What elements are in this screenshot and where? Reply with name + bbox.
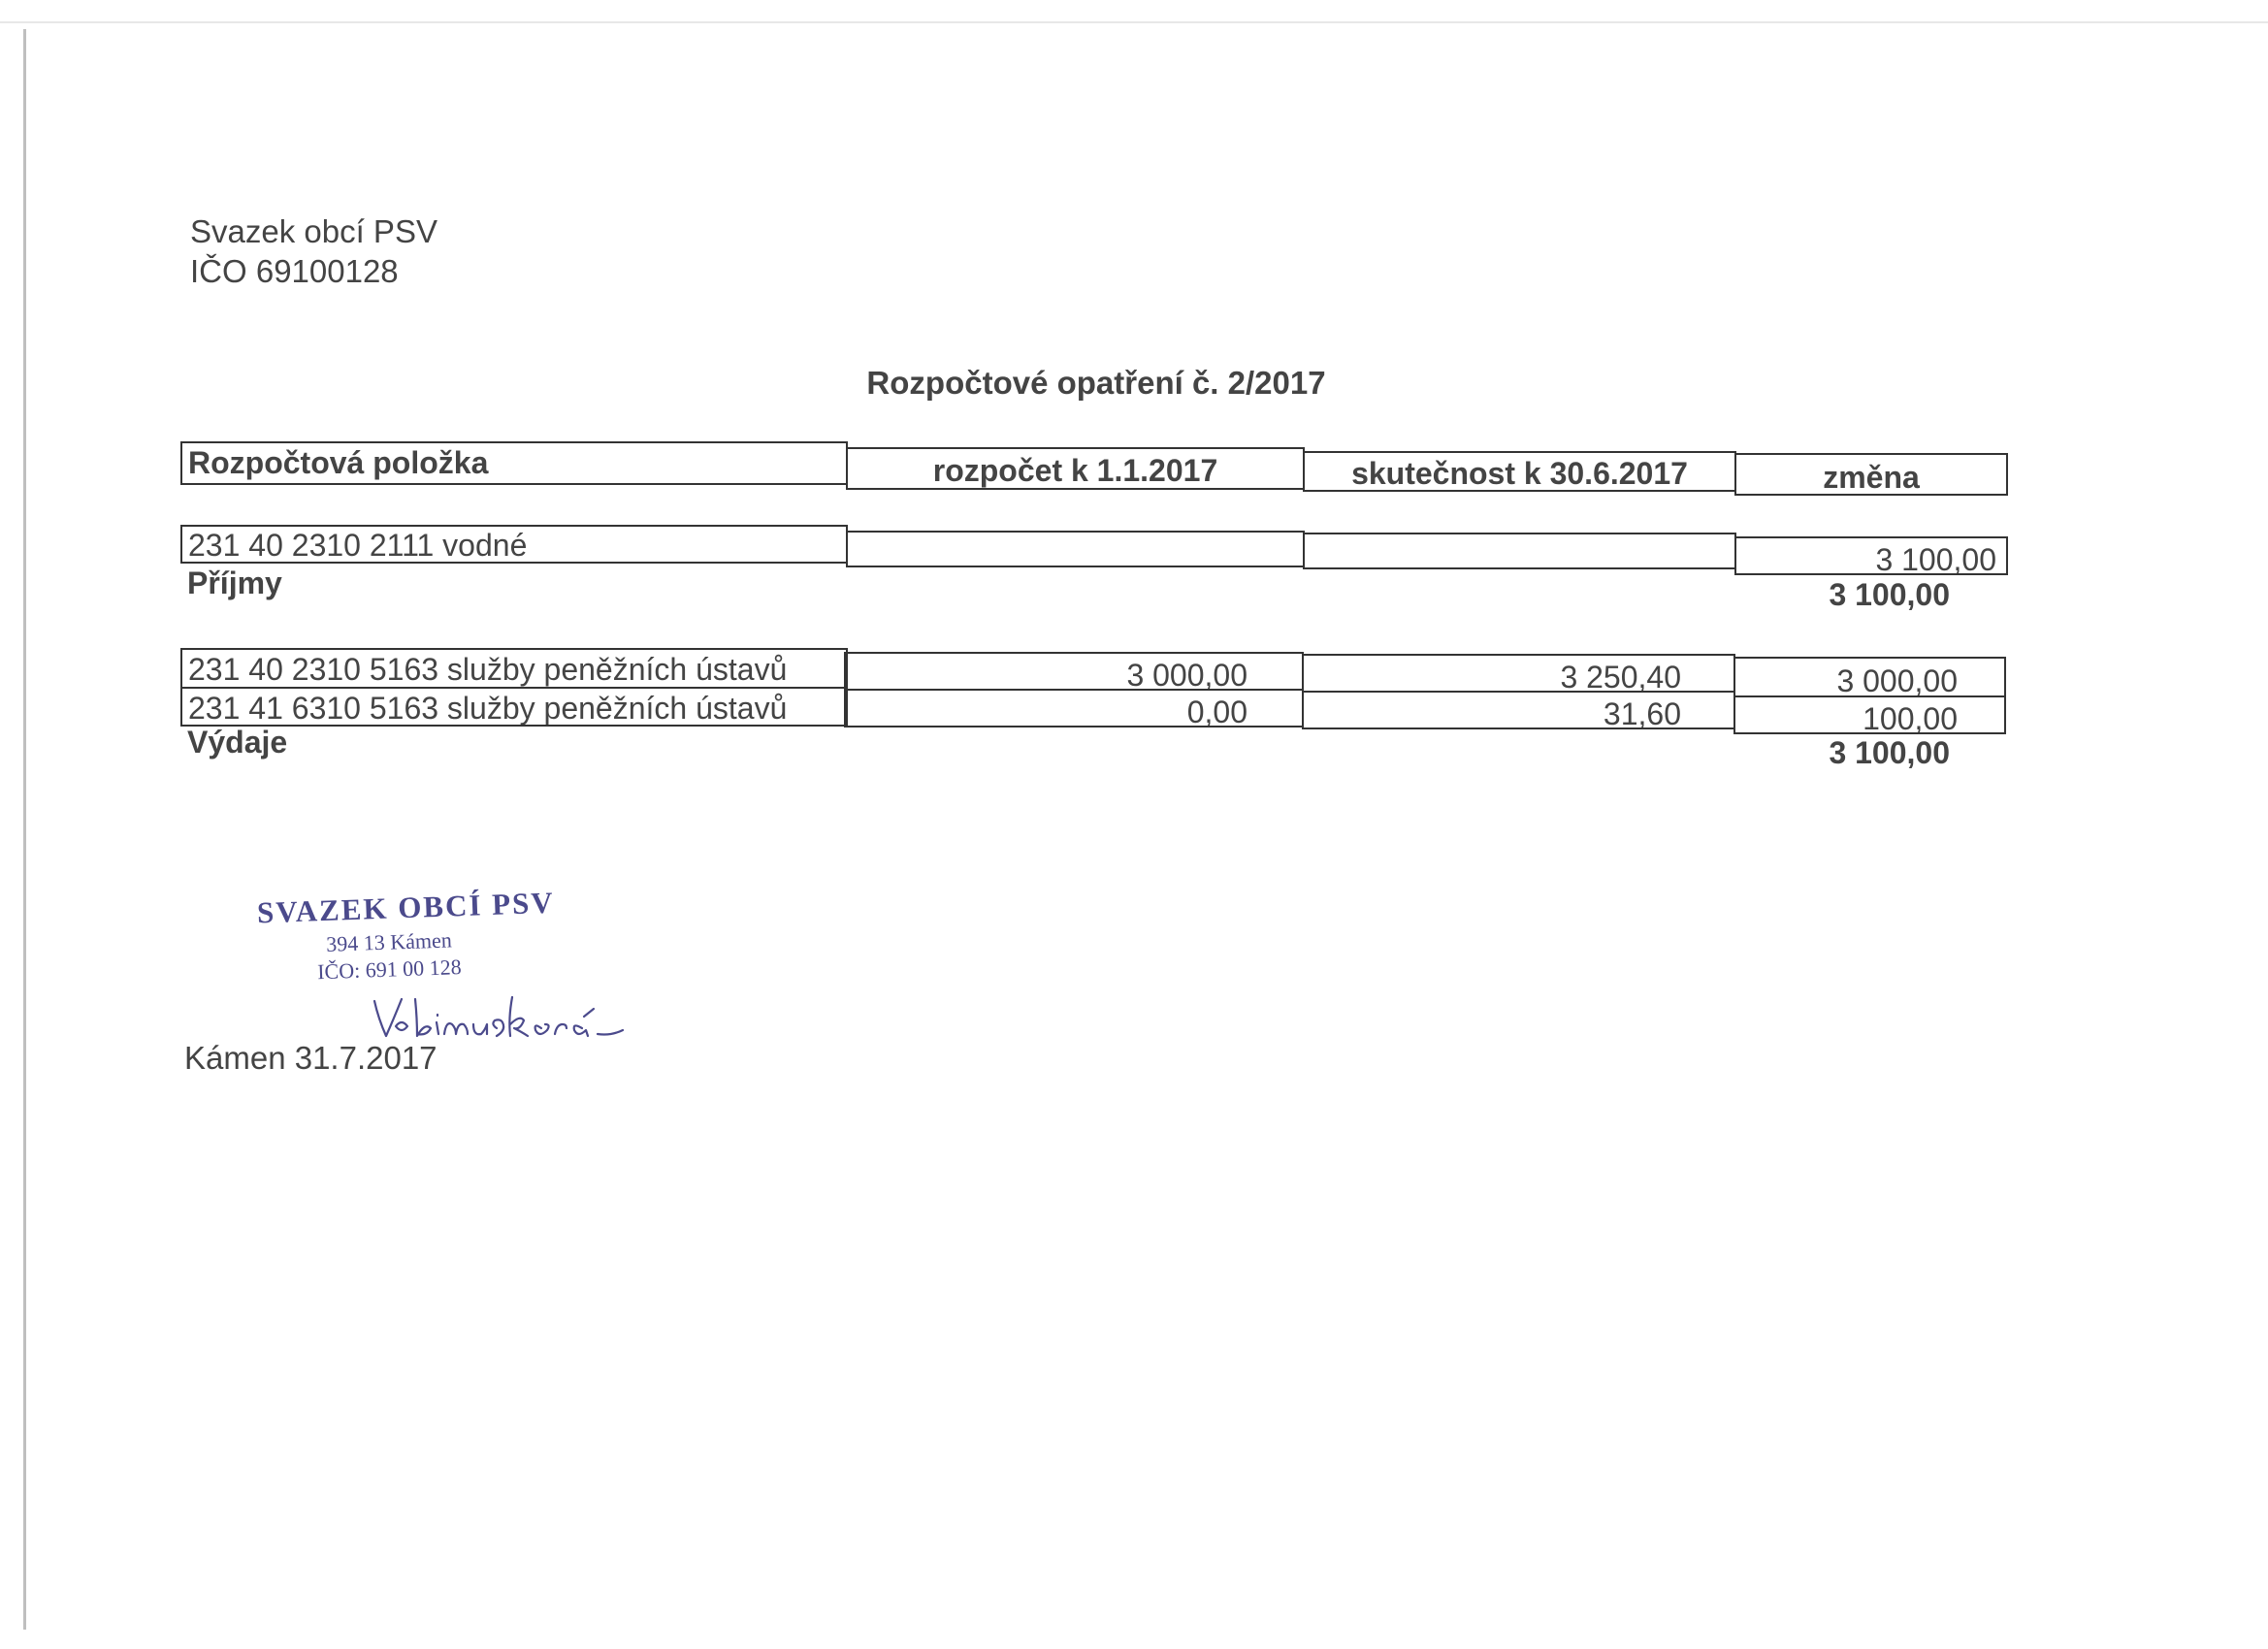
expense-change: 3 000,00 [1733, 657, 2006, 697]
place-and-date: Kámen 31.7.2017 [184, 1040, 437, 1076]
income-label: Příjmy [187, 566, 282, 600]
expense-item: 231 41 6310 5163 služby peněžních ústavů [180, 687, 848, 727]
expense-total: 3 100,00 [1829, 735, 1950, 770]
income-change: 3 100,00 [1734, 536, 2008, 575]
header-budget: rozpočet k 1.1.2017 [846, 447, 1305, 490]
income-total: 3 100,00 [1829, 577, 1950, 612]
expense-label: Výdaje [187, 725, 288, 760]
organization-name: Svazek obcí PSV [190, 213, 437, 249]
header-item: Rozpočtová položka [180, 441, 848, 485]
income-item: 231 40 2310 2111 vodné [180, 525, 848, 564]
header-actual: skutečnost k 30.6.2017 [1303, 451, 1736, 492]
expense-item: 231 40 2310 5163 služby peněžních ústavů [180, 648, 848, 689]
expense-actual: 3 250,40 [1302, 654, 1735, 693]
header-change: změna [1734, 453, 2008, 496]
scan-edge-left [23, 29, 26, 1630]
document-title: Rozpočtové opatření č. 2/2017 [866, 365, 1326, 401]
organization-block [190, 211, 437, 291]
scan-edge-top [0, 21, 2268, 23]
expense-budget: 0,00 [844, 689, 1304, 728]
income-budget [846, 531, 1305, 567]
expense-budget: 3 000,00 [844, 652, 1304, 691]
stamp-line-ico: IČO: 691 00 128 [316, 954, 463, 985]
organization-ico: IČO 69100128 [190, 253, 399, 289]
expense-change: 100,00 [1733, 695, 2006, 734]
stamp-line-name: SVAZEK OBCÍ PSV [256, 885, 556, 930]
income-actual [1303, 533, 1736, 569]
stamp-line-address: 394 13 Kámen [325, 927, 453, 956]
organization-stamp [256, 886, 557, 987]
expense-actual: 31,60 [1302, 691, 1735, 729]
